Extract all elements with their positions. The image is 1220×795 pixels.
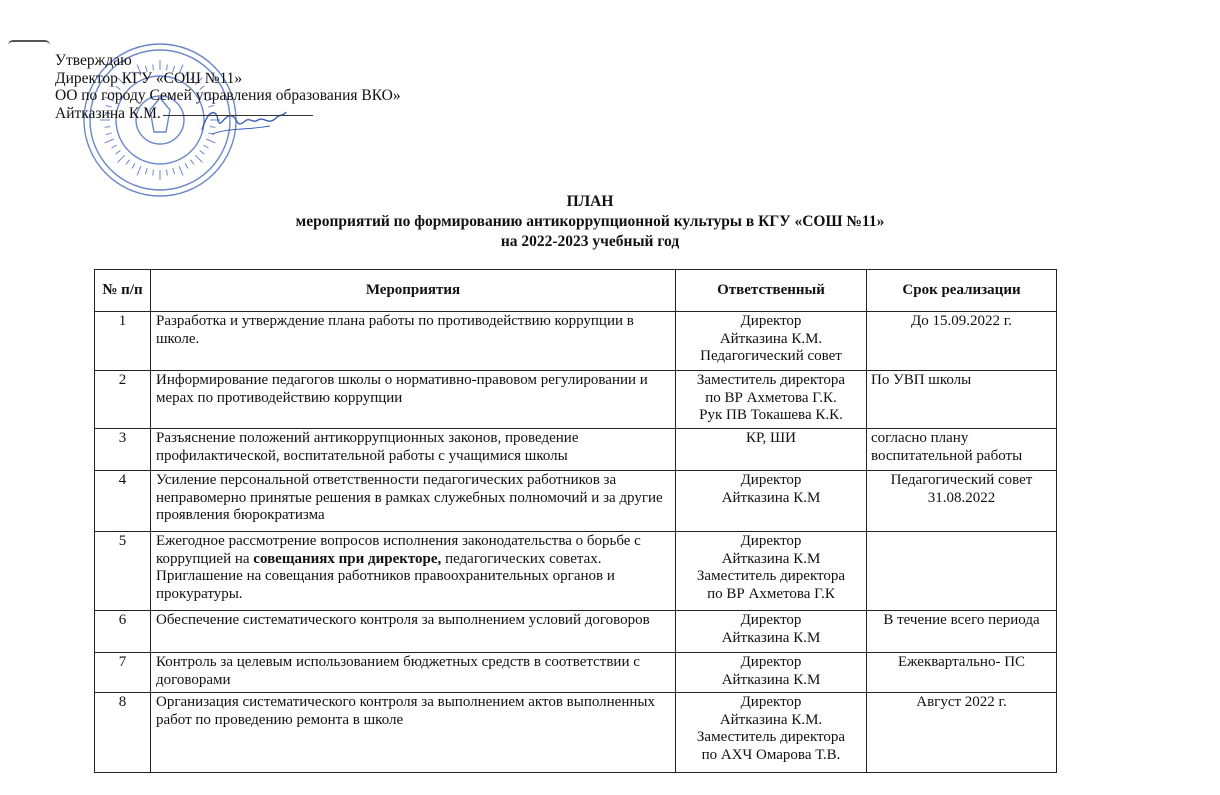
seal-glyph-mark — [137, 166, 141, 175]
header-responsible: Ответственный — [676, 270, 867, 312]
table-header-row — [95, 270, 1057, 312]
seal-glyph-mark — [167, 170, 168, 176]
responsible-line: по ВР Ахметова Г.К. — [705, 389, 837, 406]
heading-title: ПЛАН — [566, 193, 614, 210]
seal-glyph-mark — [132, 163, 135, 168]
table-row — [95, 653, 1057, 693]
row-num: 1 — [95, 312, 151, 371]
seal-glyph-mark — [190, 160, 194, 165]
approval-department: ОО по городу Семей управления образования ВКО» — [55, 87, 401, 104]
responsible-line: Директор — [740, 612, 802, 628]
row-deadline: Педагогический совет 31.08.2022 — [867, 471, 1057, 532]
responsible-line: Директор — [740, 472, 802, 488]
responsible-line: Айтказина К.М. — [719, 330, 823, 347]
heading-subtitle: мероприятий по формированию антикоррупционной культуры в КГУ «СОШ №11» — [295, 213, 885, 230]
approval-name: Айтказина К.М. — [55, 104, 161, 122]
table-row — [95, 371, 1057, 429]
responsible-line: по АХЧ Омарова Т.В. — [701, 746, 841, 763]
row-responsible — [676, 653, 867, 693]
seal-glyph-mark — [146, 168, 148, 174]
table-row — [95, 611, 1057, 653]
row-event: Контроль за целевым использованием бюджетных средств в соответствии с договорами — [151, 653, 676, 693]
seal-glyph-mark — [106, 133, 112, 135]
table-row — [95, 429, 1057, 471]
row-deadline: До 15.09.2022 г. — [867, 312, 1057, 371]
seal-glyph-mark — [195, 155, 202, 162]
seal-glyph-mark — [104, 127, 110, 128]
row-num: 6 — [95, 611, 151, 653]
row-num: 7 — [95, 653, 151, 693]
row-responsible — [676, 693, 867, 773]
header-deadline: Срок реализации — [867, 270, 1057, 312]
heading-year: на 2022-2023 учебный год — [500, 233, 680, 250]
responsible-line: Айтказина К.М — [721, 489, 821, 506]
header-event: Мероприятия — [151, 270, 676, 312]
row-event: Усиление персональной ответственности педагогических работников за неправомерно принятые решения в рамках служебных полномочий и за другие проявления бюрократизма — [151, 471, 676, 532]
event-text-bold: совещаниях при директоре, — [253, 550, 442, 567]
row-num: 4 — [95, 471, 151, 532]
responsible-line: Заместитель директора — [696, 568, 846, 584]
responsible-line: по ВР Ахметова Г.К — [707, 585, 835, 602]
responsible-line: КР, ШИ — [746, 430, 796, 446]
row-deadline: Август 2022 г. — [867, 693, 1057, 773]
seal-glyph-mark — [112, 145, 117, 148]
responsible-line: Педагогический совет — [700, 348, 842, 364]
table-row — [95, 471, 1057, 532]
seal-glyph-mark — [206, 139, 215, 143]
row-num: 2 — [95, 371, 151, 429]
responsible-line: Айтказина К.М. — [719, 711, 823, 728]
responsible-line: Директор — [740, 533, 802, 549]
row-responsible — [676, 312, 867, 371]
row-deadline: согласно плану воспитательной работы — [867, 429, 1057, 471]
seal-glyph-mark — [203, 145, 208, 148]
responsible-line: Директор — [740, 313, 802, 329]
approval-block — [55, 52, 401, 122]
approval-position: Директор КГУ «СОШ №11» — [55, 69, 243, 87]
responsible-line: Айтказина К.М — [721, 550, 821, 567]
scan-edge-mark — [8, 40, 50, 45]
row-event: Информирование педагогов школы о нормативно-правовом регулировании и мерах по противодействию коррупции — [151, 371, 676, 429]
row-event: Организация систематического контроля за выполнением актов выполненных работ по проведению ремонта в школе — [151, 693, 676, 773]
seal-glyph-mark — [185, 163, 188, 168]
table-row — [95, 532, 1057, 611]
row-deadline: Ежеквартально- ПС — [867, 653, 1057, 693]
responsible-line: Директор — [740, 694, 802, 710]
seal-glyph-mark — [200, 150, 205, 154]
row-event: Обеспечение систематического контроля за выполнением условий договоров — [151, 611, 676, 653]
seal-glyph-mark — [126, 160, 130, 165]
table-row — [95, 693, 1057, 773]
approval-signatory — [55, 105, 401, 123]
table-row — [95, 312, 1057, 371]
event-text: Ежегодное рассмотрение вопросов исполнения законодательства о борьбе с коррупцией на — [156, 533, 641, 567]
row-num: 5 — [95, 532, 151, 611]
responsible-line: Директор — [740, 654, 802, 670]
seal-glyph-mark — [179, 166, 183, 175]
row-event: Разъяснение положений антикоррупционных законов, проведение профилактической, воспитательной работы с учащимися школы — [151, 429, 676, 471]
row-responsible — [676, 429, 867, 471]
document-heading — [0, 192, 1180, 252]
responsible-line: Заместитель директора — [696, 729, 846, 745]
row-responsible — [676, 611, 867, 653]
row-num: 8 — [95, 693, 151, 773]
row-responsible — [676, 471, 867, 532]
row-num: 3 — [95, 429, 151, 471]
signature-line — [163, 114, 313, 116]
row-responsible — [676, 371, 867, 429]
row-event — [151, 532, 676, 611]
seal-glyph-mark — [153, 170, 154, 176]
event-text: педагогических советах. Приглашение на совещания работников правоохранительных органов и прокуратуры. — [156, 550, 615, 602]
plan-table — [94, 269, 1057, 773]
row-responsible — [676, 532, 867, 611]
seal-glyph-mark — [105, 139, 114, 143]
responsible-line: Рук ПВ Токашева К.К. — [699, 407, 843, 423]
approval-approve: Утверждаю — [55, 52, 132, 69]
row-deadline: В течение всего периода — [867, 611, 1057, 653]
header-num: № п/п — [95, 270, 151, 312]
responsible-line: Заместитель директора — [696, 372, 846, 388]
row-event: Разработка и утверждение плана работы по противодействию коррупции в школе. — [151, 312, 676, 371]
responsible-line: Айтказина К.М — [721, 629, 821, 646]
responsible-line: Айтказина К.М — [721, 671, 821, 688]
seal-glyph-mark — [173, 168, 175, 174]
seal-glyph-mark — [118, 155, 125, 162]
row-deadline: По УВП школы — [867, 371, 1057, 429]
row-deadline — [867, 532, 1057, 611]
seal-glyph-mark — [116, 150, 121, 154]
